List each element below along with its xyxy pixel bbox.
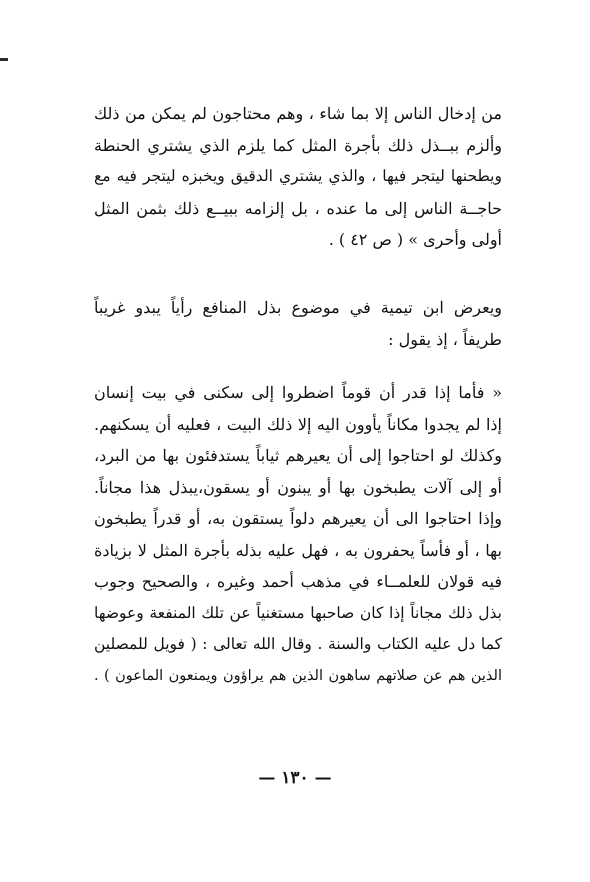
text-line: أولى وأحرى » ( ص ٤٢ ) .: [328, 230, 502, 249]
text-line: كما دل عليه الكتاب والسنة . وقال الله تعالى : ( فويل للمصلين: [94, 635, 502, 653]
paragraph-1: [94, 98, 502, 256]
page-number: — ١٣٠ —: [258, 768, 332, 788]
text-line: طريفاً ، إذ يقول :: [388, 329, 502, 349]
text-line: ويطحنها ليتجر فيها ، والذي يشتري الدقيق ويخبزه ليتجر فيه مع: [94, 167, 502, 185]
text-line: ويعرض ابن تيمية في موضوع بذل المنافع رأياً يبدو غريباً: [94, 298, 502, 317]
text-line: بذل ذلك مجاناً إذا كان صاحبها مستغنياً عن تلك المنفعة وعوضها: [94, 603, 502, 622]
text-line: وكذلك لو احتاجوا إلى أن يعيرهم ثياباً يستدفئون بها من البرد،: [94, 446, 502, 465]
text-line: « فأما إذا قدر أن قوماً اضطروا إلى سكنى في بيت إنسان: [94, 383, 502, 402]
text-line: الذين هم عن صلاتهم ساهون الذين هم يراؤون ويمنعون الماعون ) .: [94, 667, 502, 684]
text-line: بها ، أو فأساً يحفرون به ، فهل عليه بذله بأجرة المثل لا بزيادة: [94, 540, 502, 560]
text-line: وألزم ببــذل ذلك بأجرة المثل كما يلزم الذي يشتري الحنطة: [94, 135, 502, 155]
paragraph-2: [94, 292, 502, 355]
paragraph-3: [94, 377, 502, 692]
text-line: فيه قولان للعلمــاء في مذهب أحمد وغيره ، والصحيح وجوب: [94, 572, 502, 591]
margin-mark: [0, 58, 8, 61]
text-line: وإذا احتاجوا الى أن يعيرهم دلواً يستقون به، أو قدراً يطبخون: [94, 509, 502, 528]
text-line: أو إلى آلات يطبخون بها أو يبنون أو يسقون،يبذل هذا مجاناً.: [94, 477, 502, 497]
text-line: إذا لم يجدوا مكاناً يأوون اليه إلا ذلك البيت ، فعليه أن يسكنهم.: [94, 414, 502, 434]
text-line: حاجــة الناس إلى ما عنده ، بل إلزامه ببيــع ذلك بثمن المثل: [94, 198, 502, 218]
text-line: من إدخال الناس إلا بما شاء ، وهم محتاجون لم يمكن من ذلك: [94, 104, 502, 123]
